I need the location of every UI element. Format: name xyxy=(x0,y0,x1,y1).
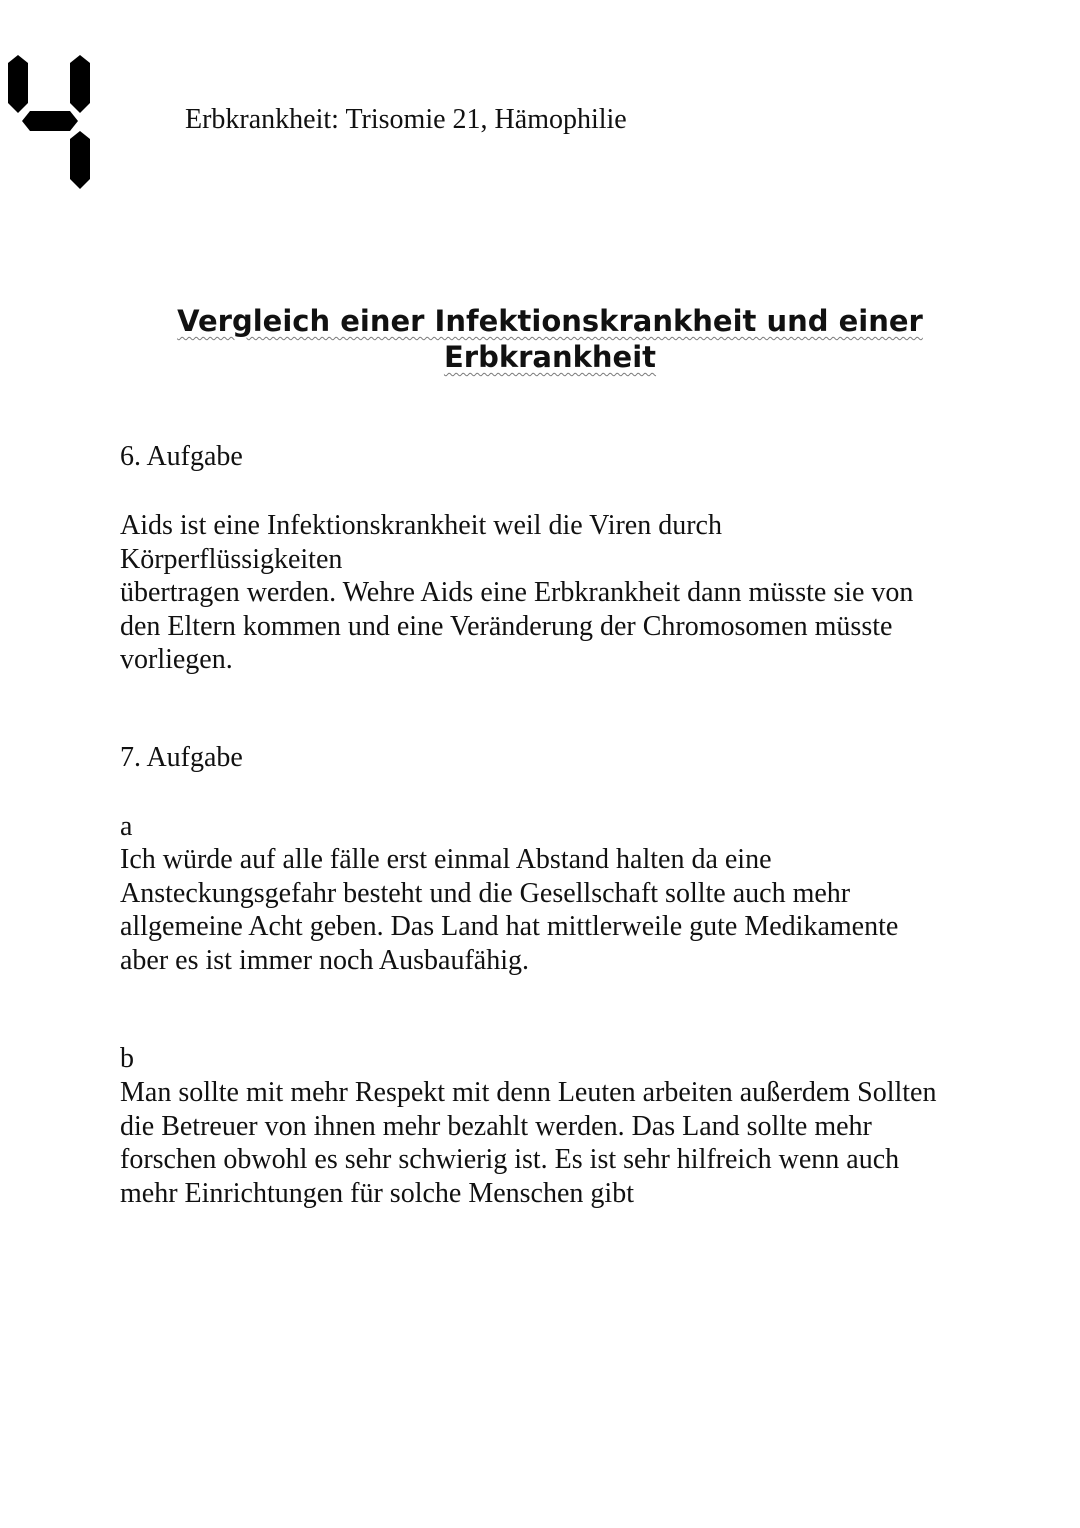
task-7-a-answer xyxy=(120,843,1000,977)
paragraph-line: Ich würde auf alle fälle erst einmal Abstand halten da eine xyxy=(120,844,772,875)
title-line-1: Vergleich einer Infektionskrankheit und einer xyxy=(177,304,923,338)
task-7-b-answer xyxy=(120,1076,1000,1210)
paragraph-line: Man sollte mit mehr Respekt mit denn Leuten arbeiten außerdem Sollten xyxy=(120,1077,937,1108)
paragraph-line: den Eltern kommen und eine Veränderung der Chromosomen müsste xyxy=(120,610,893,642)
paragraph-line: forschen obwohl es sehr schwierig ist. Es ist sehr hilfreich wenn auch xyxy=(120,1144,900,1175)
paragraph-line: aber es ist immer noch Ausbaufähig. xyxy=(120,944,530,976)
paragraph-line: Körperflüssigkeiten xyxy=(120,543,343,575)
paragraph-line: Ansteckungsgefahr besteht und die Gesellschaft sollte auch mehr xyxy=(120,877,851,909)
task-7-b-label: b xyxy=(120,1043,134,1074)
page-title xyxy=(120,303,980,375)
paragraph-line: allgemeine Acht geben. Das Land hat mittlerweile gute Medikamente xyxy=(120,911,899,942)
seven-segment-digit-four-logo xyxy=(0,55,100,195)
task-7-heading: 7. Aufgabe xyxy=(120,742,243,773)
title-line-2: Erbkrankheit xyxy=(443,340,657,374)
task-7-a-label: a xyxy=(120,811,133,842)
paragraph-line: Aids ist eine Infektionskrankheit weil die Viren durch xyxy=(120,510,722,541)
paragraph-line: mehr Einrichtungen für solche Menschen gibt xyxy=(120,1177,634,1209)
task-6-answer xyxy=(120,509,1000,677)
paragraph-line: übertragen werden. Wehre Aids eine Erbkrankheit dann müsste sie von xyxy=(120,577,914,608)
header-line: Erbkrankheit: Trisomie 21, Hämophilie xyxy=(185,104,627,135)
task-6-heading: 6. Aufgabe xyxy=(120,441,243,472)
paragraph-line: die Betreuer von ihnen mehr bezahlt werden. Das Land sollte mehr xyxy=(120,1110,872,1142)
paragraph-line: vorliegen. xyxy=(120,644,233,675)
